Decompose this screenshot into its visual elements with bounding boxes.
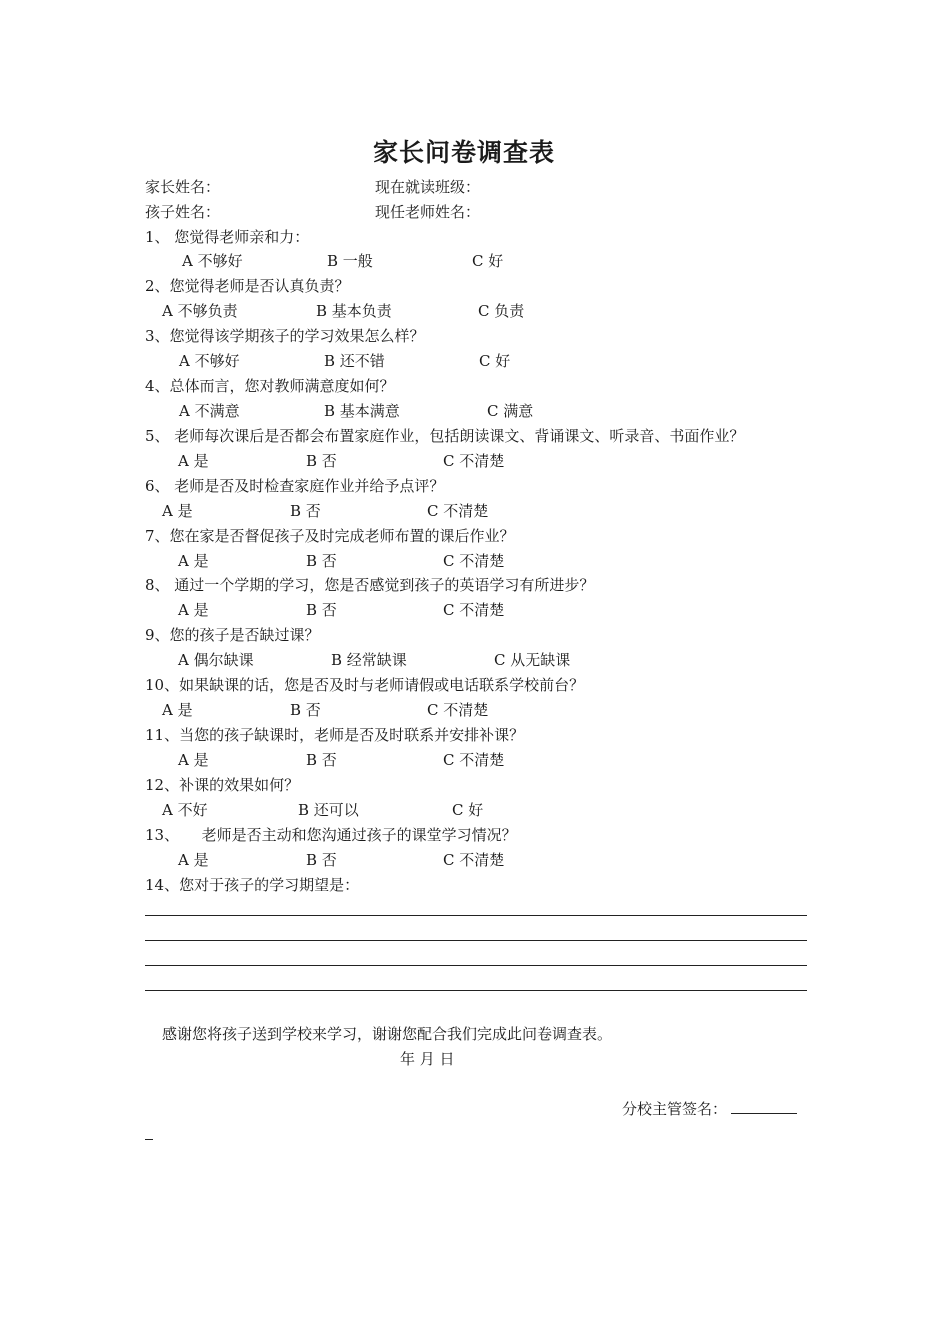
question-8: 8、 通过一个学期的学习，您是否感觉到孩子的英语学习有所进步？: [145, 576, 595, 594]
q6-option-a[interactable]: A 是: [162, 502, 193, 520]
answer-line-4[interactable]: [145, 990, 807, 991]
q11-option-c[interactable]: C 不清楚: [443, 751, 505, 769]
thanks-text: 感谢您将孩子送到学校来学习，谢谢您配合我们完成此问卷调查表。: [162, 1025, 613, 1043]
q7-option-c[interactable]: C 不清楚: [443, 552, 505, 570]
q12-option-c[interactable]: C 好: [452, 801, 484, 819]
question-11: 11、当您的孩子缺课时，老师是否及时联系并安排补课？: [145, 726, 525, 744]
q4-option-c[interactable]: C 满意: [487, 402, 534, 420]
q3-option-b[interactable]: B 还不错: [324, 352, 385, 370]
q9-option-b[interactable]: B 经常缺课: [331, 651, 407, 669]
q13-option-b[interactable]: B 否: [306, 851, 337, 869]
q10-option-c[interactable]: C 不清楚: [427, 701, 489, 719]
q13-option-c[interactable]: C 不清楚: [443, 851, 505, 869]
answer-line-2[interactable]: [145, 940, 807, 941]
q9-option-a[interactable]: A 偶尔缺课: [178, 651, 254, 669]
question-14: 14、您对于孩子的学习期望是：: [145, 876, 360, 894]
child-name-label: 孩子姓名：: [145, 203, 221, 221]
q12-option-a[interactable]: A 不好: [162, 801, 208, 819]
q6-option-b[interactable]: B 否: [290, 502, 321, 520]
current-class-label: 现在就读班级：: [375, 178, 481, 196]
q5-option-a[interactable]: A 是: [178, 452, 209, 470]
answer-line-1[interactable]: [145, 915, 807, 916]
question-10: 10、如果缺课的话，您是否及时与老师请假或电话联系学校前台？: [145, 676, 585, 694]
question-5: 5、 老师每次课后是否都会布置家庭作业，包括朗读课文、背诵课文、听录音、书面作业？: [145, 427, 745, 445]
q7-option-a[interactable]: A 是: [178, 552, 209, 570]
signature-label: 分校主管签名：: [622, 1100, 728, 1118]
question-13: 13、 老师是否主动和您沟通过孩子的课堂学习情况？: [145, 826, 517, 844]
date-label: 年 月 日: [400, 1050, 455, 1068]
page-title: 家长问卷调查表: [372, 138, 555, 167]
answer-line-3[interactable]: [145, 965, 807, 966]
q5-option-c[interactable]: C 不清楚: [443, 452, 505, 470]
question-9: 9、您的孩子是否缺过课？: [145, 626, 320, 644]
q8-option-b[interactable]: B 否: [306, 601, 337, 619]
q10-option-a[interactable]: A 是: [162, 701, 193, 719]
q4-option-b[interactable]: B 基本满意: [324, 402, 400, 420]
q1-option-b[interactable]: B 一般: [327, 252, 373, 270]
q12-option-b[interactable]: B 还可以: [298, 801, 359, 819]
q11-option-a[interactable]: A 是: [178, 751, 209, 769]
q1-option-a[interactable]: A 不够好: [182, 252, 243, 270]
question-4: 4、总体而言，您对教师满意度如何？: [145, 377, 395, 395]
teacher-name-label: 现任老师姓名：: [375, 203, 481, 221]
trailing-dash: [145, 1139, 153, 1140]
parent-name-label: 家长姓名：: [145, 178, 221, 196]
signature-field: [622, 1099, 797, 1119]
question-6: 6、 老师是否及时检查家庭作业并给予点评？: [145, 477, 445, 495]
signature-blank[interactable]: [731, 1099, 797, 1114]
q13-option-a[interactable]: A 是: [178, 851, 209, 869]
q2-option-a[interactable]: A 不够负责: [162, 302, 238, 320]
question-7: 7、您在家是否督促孩子及时完成老师布置的课后作业？: [145, 527, 515, 545]
q8-option-c[interactable]: C 不清楚: [443, 601, 505, 619]
question-12: 12、补课的效果如何？: [145, 776, 300, 794]
q3-option-a[interactable]: A 不够好: [179, 352, 240, 370]
q4-option-a[interactable]: A 不满意: [179, 402, 240, 420]
q5-option-b[interactable]: B 否: [306, 452, 337, 470]
question-1: 1、 您觉得老师亲和力：: [145, 228, 310, 246]
q8-option-a[interactable]: A 是: [178, 601, 209, 619]
q1-option-c[interactable]: C 好: [472, 252, 504, 270]
q2-option-b[interactable]: B 基本负责: [316, 302, 392, 320]
q10-option-b[interactable]: B 否: [290, 701, 321, 719]
q2-option-c[interactable]: C 负责: [478, 302, 525, 320]
q11-option-b[interactable]: B 否: [306, 751, 337, 769]
q3-option-c[interactable]: C 好: [479, 352, 511, 370]
q7-option-b[interactable]: B 否: [306, 552, 337, 570]
q9-option-c[interactable]: C 从无缺课: [494, 651, 571, 669]
q6-option-c[interactable]: C 不清楚: [427, 502, 489, 520]
question-2: 2、您觉得老师是否认真负责？: [145, 277, 350, 295]
question-3: 3、您觉得该学期孩子的学习效果怎么样？: [145, 327, 425, 345]
